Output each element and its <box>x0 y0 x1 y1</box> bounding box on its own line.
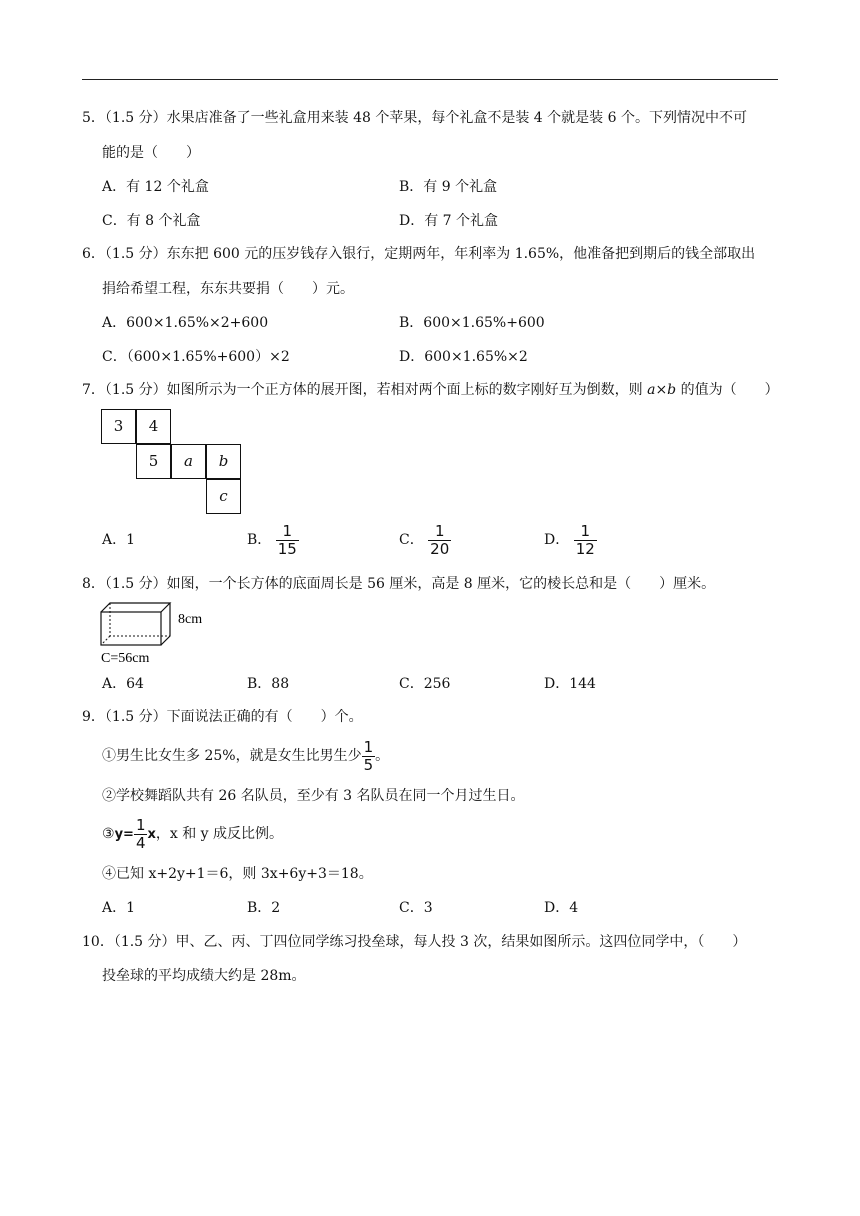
fraction-denominator: 20 <box>430 539 450 558</box>
q7-option-a[interactable]: A．1 <box>102 532 136 548</box>
net-face-c: c <box>206 479 241 514</box>
statement-number-3: ③ <box>102 826 115 842</box>
q7-var-b: b <box>667 382 677 398</box>
q8-stem: 8．（1.5 分）如图，一个长方体的底面周长是 56 厘米，高是 8 厘米，它的棱长总和是（ ）厘米。 <box>82 576 716 592</box>
q5-option-d[interactable]: D．有 7 个礼盒 <box>399 213 499 229</box>
statement-number-1: ① <box>102 748 116 764</box>
q7-option-b[interactable] <box>247 522 299 558</box>
cuboid-figure <box>98 600 218 666</box>
q5-option-a[interactable]: A．有 12 个礼盒 <box>102 179 209 195</box>
q5-stem-line1: 5．（1.5 分）水果店准备了一些礼盒用来装 48 个苹果，每个礼盒不是装 4 个就是装 6 个。下列情况中不可 <box>82 110 747 126</box>
net-face-4: 4 <box>136 409 171 444</box>
statement-number-2: ② <box>102 788 116 804</box>
net-face-5: 5 <box>136 444 171 479</box>
cuboid-hidden-edge-diagonal <box>101 636 110 645</box>
statement-1-text: 男生比女生多 25%，就是女生比男生少 <box>116 748 362 764</box>
q8-option-d[interactable]: D．144 <box>544 676 596 692</box>
q7-option-c-fraction <box>428 523 451 558</box>
fraction-numerator: 1 <box>428 523 451 541</box>
q8-option-b[interactable]: B．88 <box>247 676 290 692</box>
statement-3-fraction <box>134 817 148 852</box>
q6-option-d[interactable]: D．600×1.65%×2 <box>399 349 528 365</box>
cuboid-right-face <box>161 603 170 645</box>
fraction-denominator: 4 <box>135 833 146 852</box>
q8-option-a[interactable]: A．64 <box>102 676 144 692</box>
q6-stem-line1: 6．（1.5 分）东东把 600 元的压岁钱存入银行，定期两年，年利率为 1.65%，他准备把到期后的钱全部取出 <box>82 246 756 262</box>
fraction-numerator: 1 <box>574 523 597 541</box>
q9-statement-2 <box>102 786 525 806</box>
q6-option-a[interactable]: A．600×1.65%×2+600 <box>102 315 269 331</box>
header-rule <box>82 79 778 80</box>
statement-1-end: 。 <box>375 748 390 764</box>
statement-number-4: ④ <box>102 866 116 882</box>
q9-statement-1 <box>102 736 389 776</box>
fraction-numerator: 1 <box>276 523 299 541</box>
cuboid-perimeter-label: C=56cm <box>101 651 150 666</box>
q7-option-b-label: B． <box>247 532 272 548</box>
q10-stem-line2: 投垒球的平均成绩大约是 28m。 <box>102 968 306 984</box>
q5-option-b[interactable]: B．有 9 个礼盒 <box>399 179 498 195</box>
cuboid-height-label: 8cm <box>178 612 203 627</box>
statement-4-text: 已知 x+2y+1＝6，则 3x+6y+3＝18。 <box>116 866 373 882</box>
q9-statement-3 <box>102 814 283 855</box>
q7-stem-text: 7．（1.5 分）如图所示为一个正方体的展开图，若相对两个面上标的数字刚好互为倒数，则 <box>82 382 648 398</box>
q5-stem-line2: 能的是（ ） <box>102 145 200 161</box>
q7-option-d-fraction <box>574 523 597 558</box>
q9-option-b[interactable]: B．2 <box>247 900 281 916</box>
statement-3-x: x <box>147 827 156 842</box>
statement-1-fraction <box>362 739 376 774</box>
q9-option-c[interactable]: C．3 <box>399 900 433 916</box>
fraction-numerator: 1 <box>135 815 146 834</box>
net-face-a: a <box>171 444 206 479</box>
q9-stem: 9．（1.5 分）下面说法正确的有（ ）个。 <box>82 709 363 725</box>
q9-statement-4 <box>102 864 373 884</box>
q7-option-b-fraction <box>276 523 299 558</box>
q7-option-c-label: C． <box>399 532 424 548</box>
q6-stem-line2: 捐给希望工程，东东共要捐（ ）元。 <box>102 281 354 297</box>
q6-option-c[interactable]: C．（600×1.65%+600）×2 <box>102 349 290 365</box>
statement-3-y: y= <box>114 827 134 842</box>
fraction-denominator: 12 <box>575 539 595 558</box>
q10-stem-line1: 10．（1.5 分）甲、乙、丙、丁四位同学练习投垒球，每人投 3 次，结果如图所示。这四位同学中，（ ） <box>82 934 747 950</box>
fraction-denominator: 15 <box>277 539 297 558</box>
net-face-b: b <box>206 444 241 479</box>
q6-option-b[interactable]: B．600×1.65%+600 <box>399 315 545 331</box>
q7-times: × <box>655 382 668 398</box>
fraction-denominator: 5 <box>363 755 374 774</box>
statement-3-text: ，x 和 y 成反比例。 <box>155 826 284 842</box>
fraction-numerator: 1 <box>363 737 374 756</box>
q7-stem-end: 的值为（ ） <box>676 382 779 398</box>
q7-option-d[interactable] <box>544 522 597 558</box>
q5-option-c[interactable]: C．有 8 个礼盒 <box>102 213 201 229</box>
q9-option-d[interactable]: D．4 <box>544 900 579 916</box>
q8-option-c[interactable]: C．256 <box>399 676 451 692</box>
q7-option-d-label: D． <box>544 532 570 548</box>
net-face-3: 3 <box>101 409 136 444</box>
cuboid-top-face <box>101 603 170 612</box>
q7-option-c[interactable] <box>399 522 451 558</box>
q7-var-a: a <box>647 382 656 398</box>
statement-2-text: 学校舞蹈队共有 26 名队员，至少有 3 名队员在同一个月过生日。 <box>116 788 525 804</box>
q7-stem <box>82 380 779 400</box>
q9-option-a[interactable]: A．1 <box>102 900 136 916</box>
